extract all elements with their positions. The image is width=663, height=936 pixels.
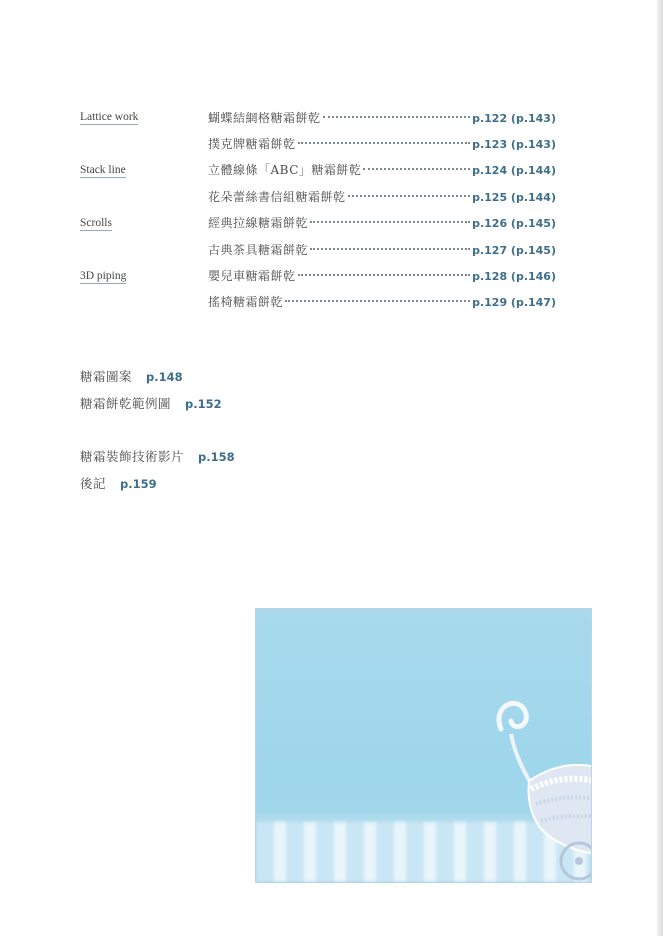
entry-title: 蝴蝶結網格糖霜餅乾 xyxy=(208,110,321,125)
appendix-list-2 xyxy=(80,447,235,500)
entry-title: 立體線條「ABC」糖霜餅乾 xyxy=(208,163,362,178)
dot-leader xyxy=(285,300,470,302)
cookie-carriage-photo xyxy=(255,608,592,883)
page-reference: p.159 xyxy=(120,476,157,491)
page-reference: p.152 xyxy=(185,396,222,411)
entry-title: 經典拉線糖霜餅乾 xyxy=(208,216,309,231)
toc-row[interactable] xyxy=(80,289,556,315)
toc-entry xyxy=(208,241,556,258)
dot-leader xyxy=(310,221,470,223)
toc-entry xyxy=(208,293,556,310)
appendix-title: 後記 xyxy=(80,475,107,491)
section-label: Scrolls xyxy=(80,216,112,229)
toc-entry xyxy=(208,161,556,178)
entry-title: 搖椅糖霜餅乾 xyxy=(208,295,284,310)
toc-entry xyxy=(208,214,556,231)
entry-title: 古典茶具糖霜餅乾 xyxy=(208,242,309,257)
appendix-title: 糖霜圖案 xyxy=(80,369,133,384)
page-reference: p.125 (p.144) xyxy=(472,190,556,204)
toc-row[interactable] xyxy=(80,157,556,183)
page-edge xyxy=(657,0,663,936)
toc-entry xyxy=(208,267,556,284)
dot-leader xyxy=(298,274,471,276)
section-label: 3D piping xyxy=(80,269,127,282)
page-reference: p.148 xyxy=(146,370,183,384)
page-reference: p.158 xyxy=(198,450,235,464)
appendix-title: 糖霜裝飾技術影片 xyxy=(80,449,185,464)
page-reference: p.126 (p.145) xyxy=(472,217,556,231)
page-reference: p.124 (p.144) xyxy=(472,164,556,178)
toc-entry xyxy=(208,188,556,205)
dot-leader xyxy=(363,168,470,170)
page-reference: p.128 (p.146) xyxy=(472,270,556,284)
entry-title: 撲克牌糖霜餅乾 xyxy=(208,137,296,152)
toc-row[interactable] xyxy=(80,236,556,262)
toc-row[interactable] xyxy=(80,130,556,156)
appendix-item[interactable] xyxy=(80,367,222,394)
table-of-contents xyxy=(80,104,556,315)
toc-row[interactable] xyxy=(80,210,556,236)
page-reference: p.129 (p.147) xyxy=(472,296,556,310)
dot-leader xyxy=(310,248,470,250)
toc-entry xyxy=(208,109,556,126)
dot-leader xyxy=(348,195,471,197)
page-reference: p.127 (p.145) xyxy=(472,243,556,257)
page-reference: p.123 (p.143) xyxy=(472,138,556,152)
page-reference: p.122 (p.143) xyxy=(472,111,556,125)
entry-title: 花朵蕾絲書信組糖霜餅乾 xyxy=(208,189,346,204)
carriage-illustration xyxy=(471,689,591,883)
dot-leader xyxy=(323,116,471,118)
toc-row[interactable] xyxy=(80,262,556,288)
entry-title: 嬰兒車糖霜餅乾 xyxy=(208,269,296,284)
toc-row[interactable] xyxy=(80,104,556,130)
toc-entry xyxy=(208,135,556,152)
toc-row[interactable] xyxy=(80,183,556,209)
section-label: Lattice work xyxy=(80,111,139,124)
appendix-title: 糖霜餅乾範例圖 xyxy=(80,395,172,411)
appendix-item[interactable] xyxy=(80,447,235,474)
appendix-item[interactable] xyxy=(80,474,235,501)
appendix-item[interactable] xyxy=(80,394,222,421)
dot-leader xyxy=(298,142,471,144)
appendix-list xyxy=(80,367,222,420)
section-label: Stack line xyxy=(80,163,126,176)
